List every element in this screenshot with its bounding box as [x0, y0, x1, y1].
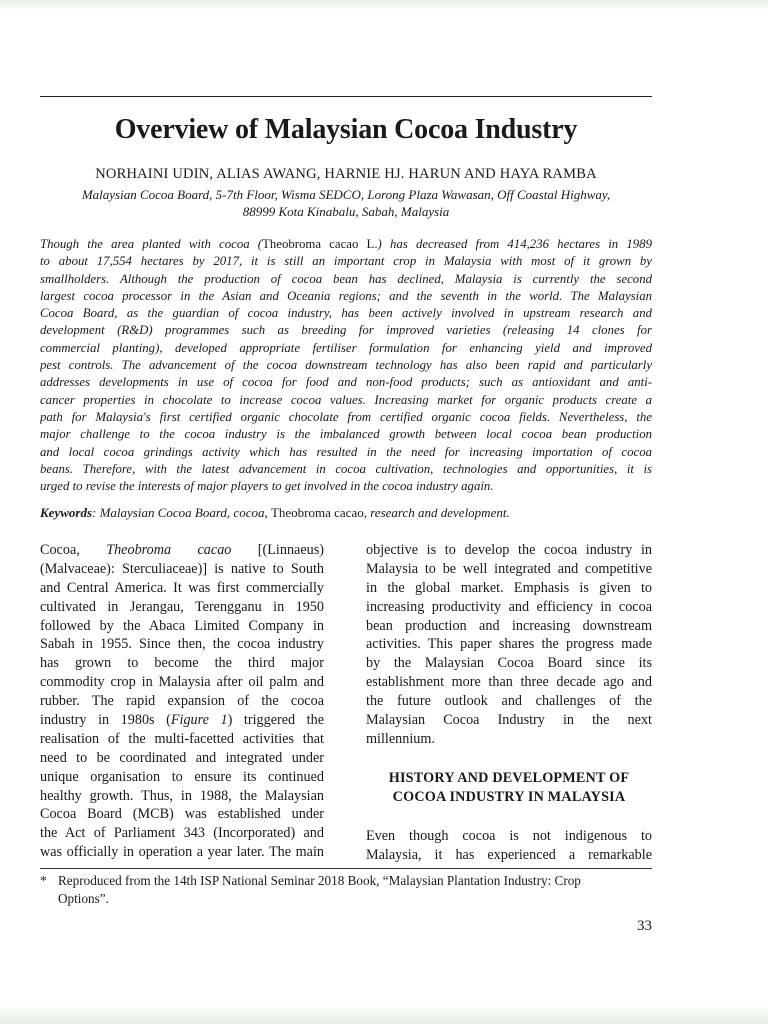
- body-line: activities. This paper shares the progress made: [366, 636, 652, 653]
- body-line: Sabah in 1955. Since then, the cocoa industry: [40, 636, 324, 653]
- affiliation: [40, 186, 652, 220]
- body-line: Malaysia, it has experienced a remarkable: [366, 846, 652, 863]
- abstract-text: ) has decreased from 414,236 hectares in 1989: [377, 237, 652, 251]
- body-line: was officially in operation a year later. The main: [40, 844, 324, 861]
- footnote-rule: [40, 868, 652, 869]
- body-line: Malaysian Cocoa Industry in the next: [366, 712, 652, 729]
- body-line: healthy growth. Thus, in 1988, the Malaysian: [40, 787, 324, 804]
- body-line: cultivated in Jerangau, Terengganu in 1950: [40, 598, 324, 615]
- body-line: by the Malaysian Cocoa Board since its: [366, 655, 652, 672]
- body-text: Cocoa,: [40, 542, 107, 558]
- body-line: the Act of Parliament 343 (Incorporated) and: [40, 825, 324, 842]
- abstract-line: beans. Therefore, with the latest advancement in cocoa cultivation, technologies and opportunities, it is: [40, 461, 652, 476]
- abstract-line: path for Malaysia's first certified organic chocolate from certified organic cocoa fields. Nevertheless, the: [40, 409, 652, 424]
- page-number: 33: [637, 918, 652, 934]
- abstract-line: and local cocoa grindings activity which has resulted in the need for increasing importation of cocoa: [40, 444, 652, 459]
- body-line: increasing productivity and efficiency in cocoa: [366, 598, 652, 615]
- body-line: the future outlook and challenges of the: [366, 693, 652, 710]
- body-line: bean production and increasing downstream: [366, 617, 652, 634]
- abstract-line: Cocoa Board, as the guardian of cocoa industry, has been actively involved in upstream research and: [40, 306, 652, 321]
- paper-title: Overview of Malaysian Cocoa Industry: [114, 114, 578, 145]
- body-line: unique organisation to ensure its continued: [40, 768, 324, 785]
- keywords-label: Keywords: [40, 505, 92, 520]
- section-heading: [366, 769, 652, 807]
- abstract-line: smallholders. Although the production of cocoa bean has declined, Malaysia is currently the second: [40, 271, 652, 286]
- body-column-right: [366, 541, 652, 865]
- scan-top-edge: [0, 0, 768, 10]
- footnote-text: Reproduced from the 14th ISP National Seminar 2018 Book, “Malaysian Plantation Industry: Crop: [58, 873, 581, 888]
- body-line: millennium.: [366, 730, 435, 747]
- abstract-line: major challenge to the cocoa industry is the imbalanced growth between local cocoa bean production: [40, 427, 652, 442]
- body-text: ) triggered the: [227, 712, 324, 729]
- keywords-text: : Malaysian Cocoa Board, cocoa,: [92, 505, 271, 520]
- body-line: establishment more than three decade ago and: [366, 674, 652, 691]
- body-line: need to be coordinated and integrated under: [40, 749, 324, 766]
- footnote-line: Options”.: [58, 890, 109, 906]
- affiliation-line: Malaysian Cocoa Board, 5-7th Floor, Wisma SEDCO, Lorong Plaza Wawasan, Off Coastal Highway,: [81, 187, 611, 202]
- body-line: in the global market. Emphasis is given to: [366, 579, 652, 596]
- scientific-name: Theobroma cacao: [270, 505, 364, 520]
- top-rule: [40, 96, 652, 97]
- abstract-line: cancer properties in chocolate to increase cocoa values. Increasing market for organic products create a: [40, 392, 652, 407]
- abstract-line: commercial planting), developed appropriate fertiliser formulation for enhancing yield and improved: [40, 340, 652, 355]
- body-line: has grown to become the third major: [40, 655, 324, 672]
- body-column-left: [40, 541, 324, 862]
- scan-bottom-edge: [0, 1006, 768, 1024]
- body-line: followed by the Abaca Limited Company in: [40, 617, 324, 634]
- abstract-line: [40, 236, 652, 253]
- body-line: [40, 541, 324, 560]
- author-list: NORHAINI UDIN, ALIAS AWANG, HARNIE HJ. HARUN AND HAYA RAMBA: [95, 166, 597, 182]
- body-line: Cocoa Board (MCB) was established under: [40, 806, 324, 823]
- footnote: [40, 872, 652, 907]
- footnote-mark: *: [40, 873, 47, 888]
- body-line: Even though cocoa is not indigenous to: [366, 827, 652, 844]
- keywords: [40, 505, 652, 521]
- scientific-name: Theobroma cacao: [106, 542, 232, 558]
- body-line: Malaysia to be well integrated and competitive: [366, 560, 652, 577]
- footnote-line: [40, 872, 652, 890]
- abstract-line: addresses developments in use of cocoa for food and non-food products; such as antioxidant and anti-: [40, 375, 652, 390]
- figure-reference-link[interactable]: Figure 1: [170, 712, 228, 729]
- body-line: [40, 711, 324, 730]
- abstract-line: to about 17,554 hectares by 2017, it is still an important crop in Malaysia with most of it grown by: [40, 254, 652, 269]
- abstract-line: largest cocoa processor in the Asian and Oceania regions; and the seventh in the world. The Malaysian: [40, 288, 652, 303]
- abstract-text: Though the area planted with cocoa (: [40, 237, 263, 251]
- body-line: objective is to develop the cocoa industry in: [366, 542, 652, 558]
- scientific-name: Theobroma cacao L.: [262, 237, 378, 251]
- abstract-line: development (R&D) programmes such as breeding for improved varieties (releasing 14 clones for: [40, 323, 652, 338]
- body-text: industry in 1980s (: [40, 712, 171, 729]
- abstract-line: urged to revise the interests of major players to get involved in the cocoa industry again.: [40, 479, 494, 494]
- section-heading-line: COCOA INDUSTRY IN MALAYSIA: [392, 788, 626, 805]
- body-line: realisation of the multi-facetted activities that: [40, 730, 324, 747]
- keywords-text: , research and development.: [363, 505, 510, 520]
- abstract-line: pest controls. The advancement of the cocoa downstream technology has also been rapid and particularly: [40, 358, 652, 373]
- section-heading-line: HISTORY AND DEVELOPMENT OF: [388, 769, 630, 786]
- abstract: [40, 236, 652, 495]
- body-line: (Malvaceae): Sterculiaceae)] is native to South: [40, 560, 324, 577]
- body-text: [(Linnaeus): [231, 542, 324, 558]
- affiliation-line: 88999 Kota Kinabalu, Sabah, Malaysia: [242, 204, 450, 219]
- body-line: and Central America. It was first commercially: [40, 579, 324, 596]
- body-line: rubber. The rapid expansion of the cocoa: [40, 693, 324, 710]
- body-line: commodity crop in Malaysia after oil palm and: [40, 674, 324, 691]
